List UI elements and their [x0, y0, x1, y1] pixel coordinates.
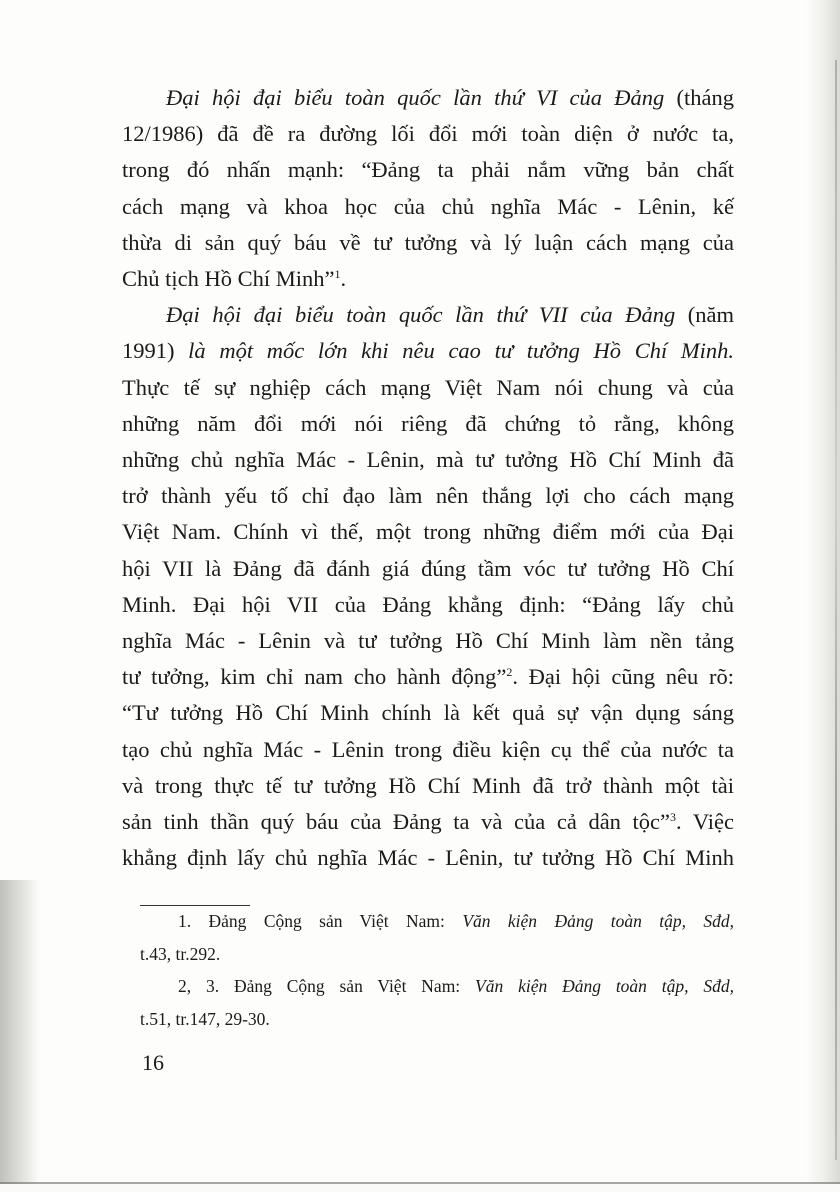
text-line	[122, 659, 734, 695]
text-line	[122, 732, 734, 768]
text-segment: . Đại hội cũng nêu rõ:	[512, 664, 734, 690]
footnote	[140, 970, 734, 1035]
text-line	[122, 804, 734, 840]
text-line	[122, 623, 734, 659]
text-segment: Thực tế sự nghiệp cách mạng Việt Nam nói chung và của	[122, 374, 734, 400]
text-segment: trong đó nhấn mạnh: “Đảng ta phải nắm vững bản chất	[122, 157, 734, 183]
text-line	[122, 768, 734, 804]
text-line	[122, 116, 734, 152]
text-segment: khẳng định lấy chủ nghĩa Mác - Lênin, tư tưởng Hồ Chí Minh	[122, 845, 734, 871]
paragraph	[122, 80, 734, 297]
text-line	[122, 297, 734, 333]
text-line	[122, 333, 734, 369]
text-segment: 1991)	[122, 338, 189, 364]
text-segment: .	[340, 266, 347, 292]
scan-edge-right	[835, 60, 837, 1160]
text-segment: cách mạng và khoa học của chủ nghĩa Mác - Lênin, kế	[122, 193, 734, 219]
footnote-reference: 2	[506, 665, 513, 680]
italic-text: Văn kiện Đảng toàn tập, Sđd,	[462, 911, 734, 931]
text-segment: hội VII là Đảng đã đánh giá đúng tầm vóc tư tưởng Hồ Chí	[122, 555, 734, 581]
footnote-line: t.51, tr.147, 29-30.	[140, 1008, 270, 1029]
footnote-line	[140, 905, 734, 938]
text-segment: tư tưởng, kim chỉ nam cho hành động”	[122, 664, 507, 690]
text-line	[122, 261, 734, 297]
footnotes	[140, 905, 734, 1035]
italic-text: là một mốc lớn khi nêu cao tư tưởng Hồ Chí Minh.	[188, 338, 734, 364]
footnote	[140, 905, 734, 970]
text-line	[122, 514, 734, 550]
text-segment: (năm	[675, 302, 735, 328]
text-segment: . Việc	[676, 809, 734, 835]
footnote-line: t.43, tr.292.	[140, 943, 221, 964]
text-segment: “Tư tưởng Hồ Chí Minh chính là kết quả sự vận dụng sáng	[122, 700, 734, 726]
text-segment: nghĩa Mác - Lênin và tư tưởng Hồ Chí Minh làm nền tảng	[122, 628, 734, 654]
text-line	[122, 587, 734, 623]
text-line	[122, 442, 734, 478]
text-segment: 12/1986) đã đề ra đường lối đổi mới toàn diện ở nước ta,	[122, 121, 734, 147]
text-segment: và trong thực tế tư tưởng Hồ Chí Minh đã trở thành một tài	[122, 772, 734, 798]
text-line	[122, 406, 734, 442]
paragraph	[122, 297, 734, 876]
text-line	[122, 370, 734, 406]
text-segment: Minh. Đại hội VII của Đảng khẳng định: “Đảng lấy chủ	[122, 591, 734, 617]
text-line	[122, 225, 734, 261]
text-segment: Chủ tịch Hồ Chí Minh”	[122, 266, 335, 292]
italic-text: Đại hội đại biểu toàn quốc lần thứ VI của Đảng	[166, 85, 665, 110]
text-segment: (tháng	[664, 85, 734, 110]
text-line	[122, 189, 734, 225]
scan-edge-bottom	[0, 1182, 840, 1184]
text-line	[122, 840, 734, 876]
scan-shadow-left	[0, 880, 40, 1192]
page-number: 16	[142, 1050, 164, 1075]
footnote-reference: 3	[670, 810, 677, 825]
body-text	[122, 80, 734, 876]
scan-shadow-bottom	[0, 1184, 840, 1192]
text-line	[122, 152, 734, 188]
text-segment: 1. Đảng Cộng sản Việt Nam:	[178, 911, 463, 931]
text-segment: tạo chủ nghĩa Mác - Lênin trong điều kiện cụ thể của nước ta	[122, 736, 734, 762]
footnote-line	[140, 970, 734, 1003]
footnote-reference: 1	[334, 267, 341, 282]
text-segment: những năm đổi mới nói riêng đã chứng tỏ rằng, không	[122, 410, 734, 436]
text-segment: sản tinh thần quý báu của Đảng ta và của cả dân tộc”	[122, 809, 671, 835]
italic-text: Văn kiện Đảng toàn tập, Sđd,	[475, 976, 735, 996]
text-line	[122, 551, 734, 587]
text-segment: 2, 3. Đảng Cộng sản Việt Nam:	[178, 976, 476, 996]
text-line	[122, 80, 734, 116]
italic-text: Đại hội đại biểu toàn quốc lần thứ VII của Đảng	[166, 302, 676, 328]
text-line	[122, 478, 734, 514]
text-segment: thừa di sản quý báu về tư tưởng và lý luận cách mạng của	[122, 229, 734, 255]
text-segment: Việt Nam. Chính vì thế, một trong những điểm mới của Đại	[122, 519, 734, 545]
text-segment: những chủ nghĩa Mác - Lênin, mà tư tưởng Hồ Chí Minh đã	[122, 447, 734, 473]
text-line	[122, 695, 734, 731]
text-segment: trở thành yếu tố chỉ đạo làm nên thắng lợi cho cách mạng	[122, 483, 734, 509]
